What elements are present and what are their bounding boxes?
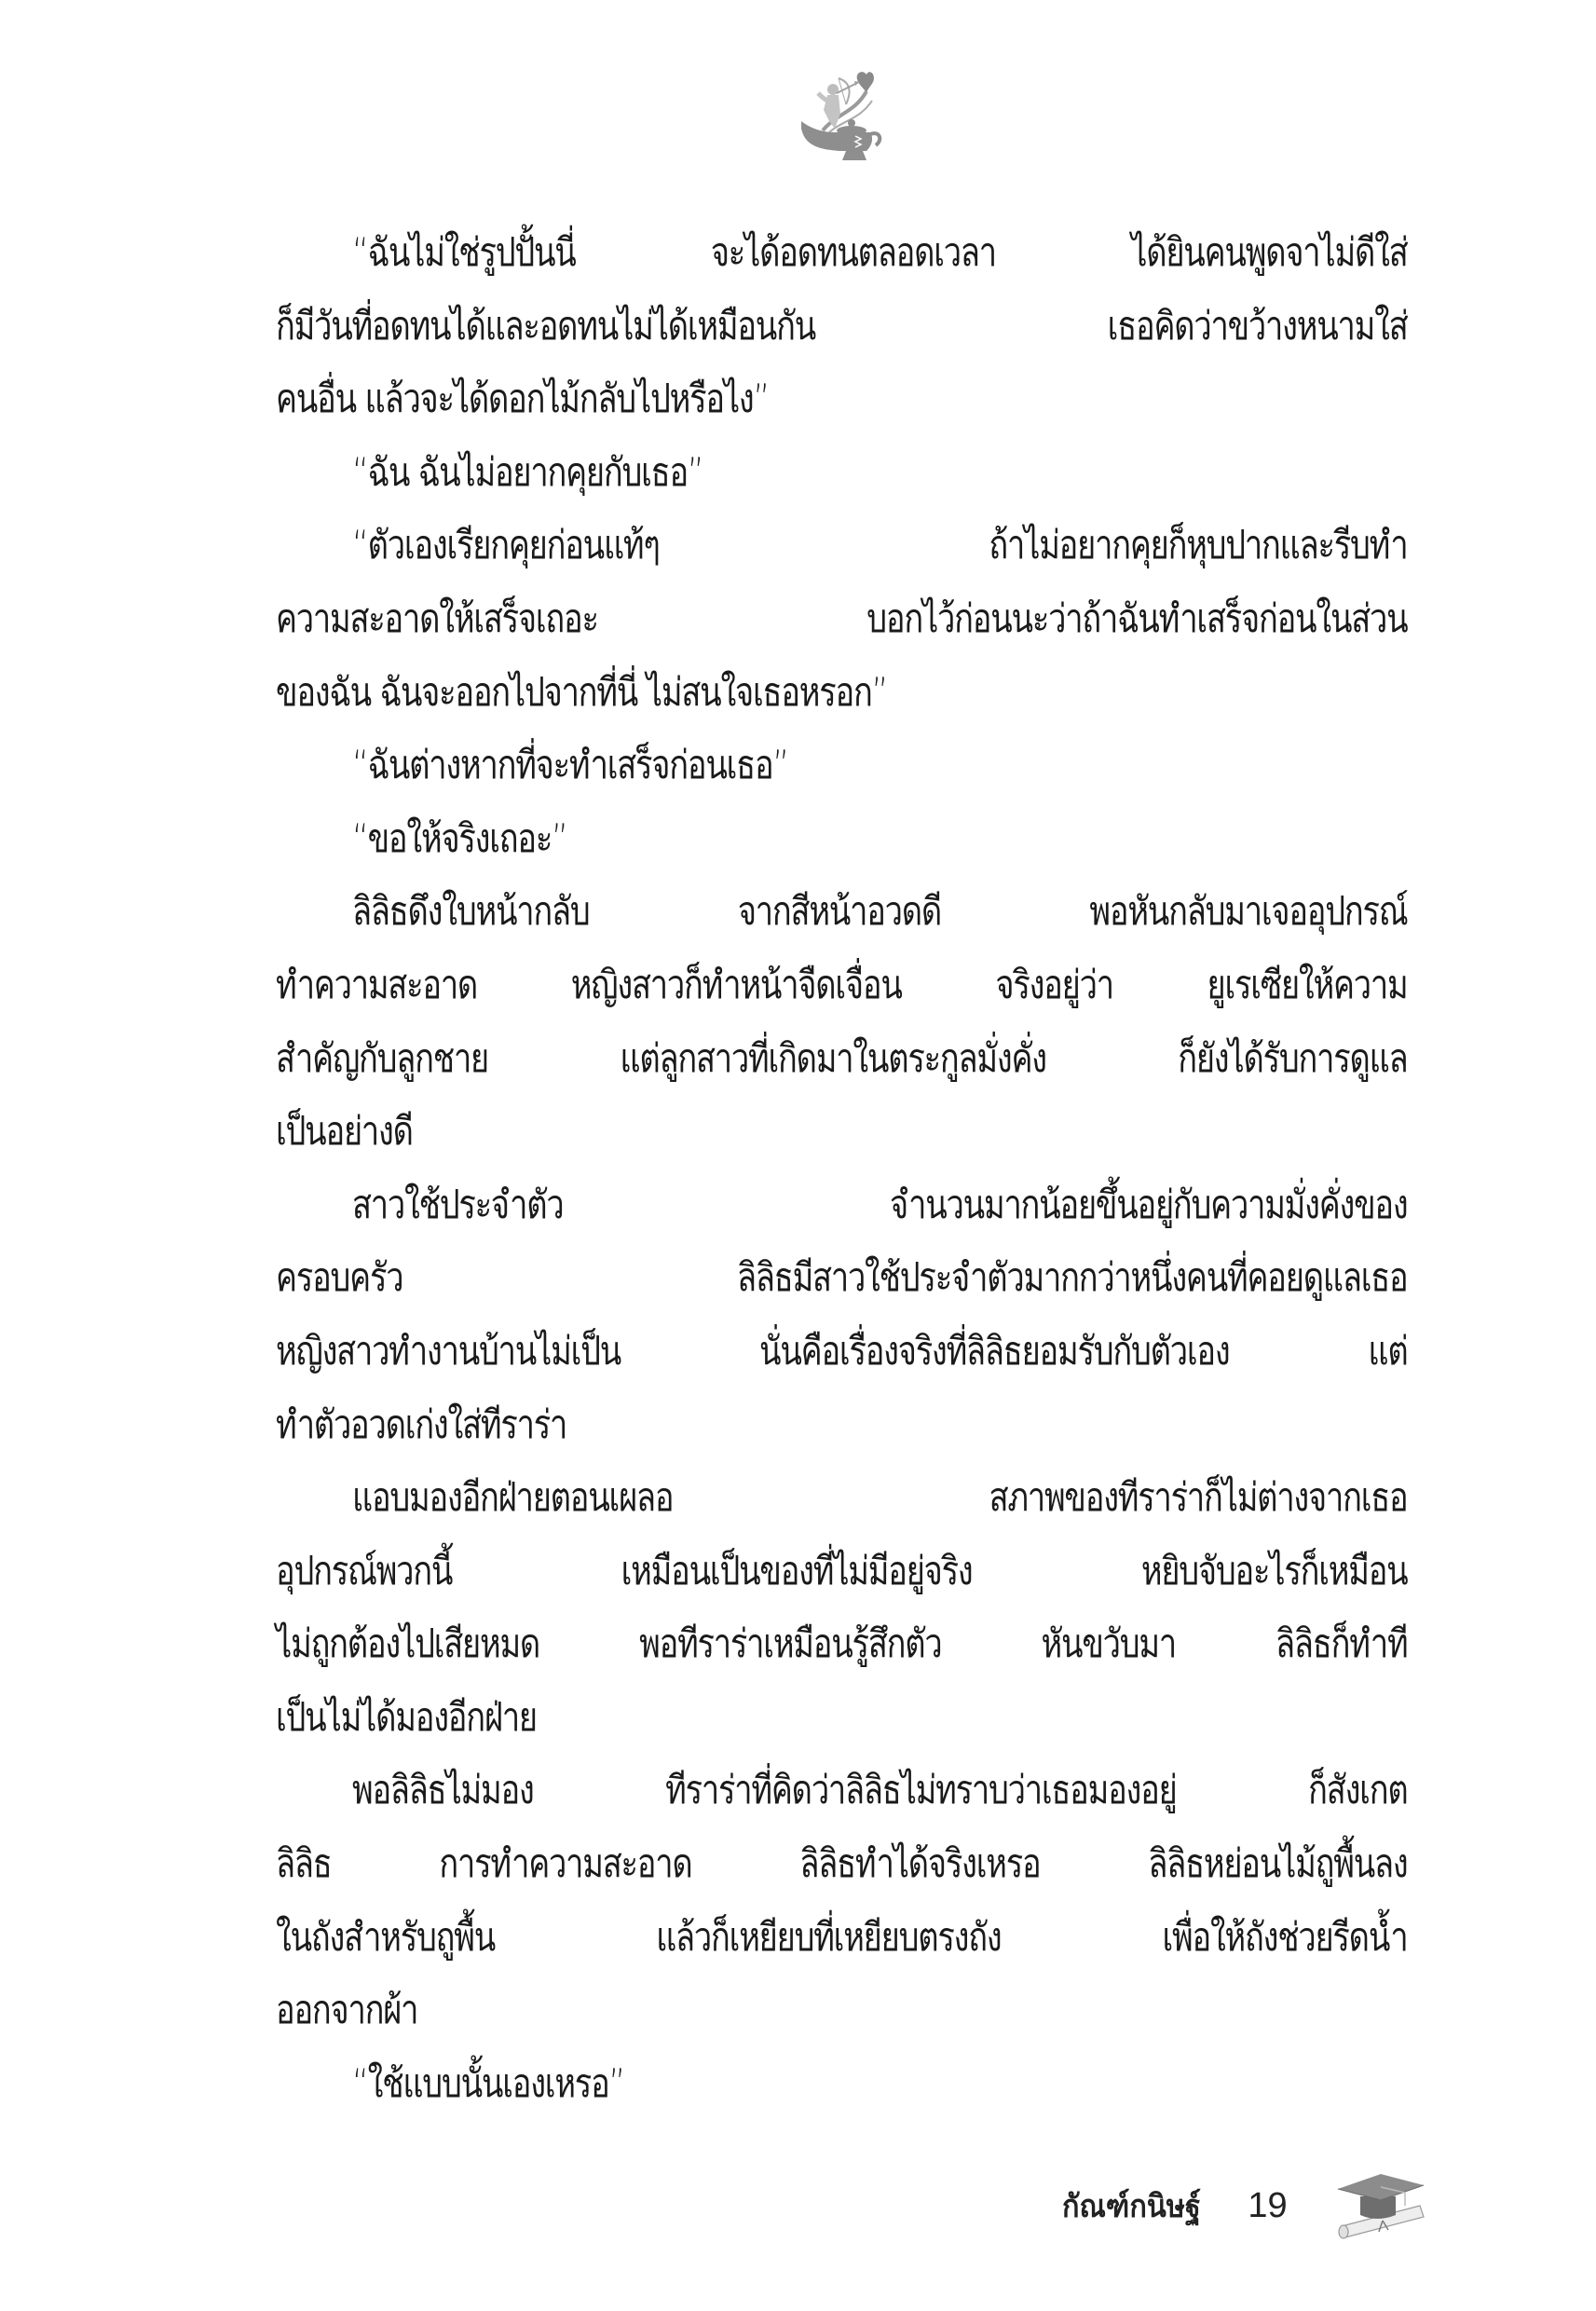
- paragraph-line: แอบมองอีกฝ่ายตอนเผลอ สภาพของทีราร่าก็ไม่ต่างจากเธอ: [352, 1474, 1408, 1521]
- paragraph-line: เป็นอย่างดี: [276, 1108, 413, 1155]
- body-text: [276, 216, 1407, 2120]
- paragraph-line: สาวใช้ประจำตัว จำนวนมากน้อยขึ้นอยู่กับความมั่งคั่งของ: [352, 1181, 1408, 1227]
- paragraph-line: หญิงสาวทำงานบ้านไม่เป็น นั่นคือเรื่องจริงที่ลิลิธยอมรับกับตัวเอง แต่: [276, 1327, 1408, 1374]
- paragraph-line: “ฉันต่างหากที่จะทำเสร็จก่อนเธอ”: [352, 742, 789, 788]
- paragraph-line: ความสะอาดให้เสร็จเถอะ บอกไว้ก่อนนะว่าถ้าฉันทำเสร็จก่อนในส่วน: [276, 595, 1408, 641]
- paragraph-line: ในถังสำหรับถูพื้น แล้วก็เหยียบที่เหยียบตรงถัง เพื่อให้ถังช่วยรีดน้ำ: [276, 1913, 1408, 1960]
- paragraph-line: พอลิลิธไม่มอง ทีราร่าที่คิดว่าลิลิธไม่ทราบว่าเธอมองอยู่ ก็สังเกต: [352, 1767, 1408, 1813]
- paragraph-line: “ใช้แบบนั้นเองเหรอ”: [352, 2059, 625, 2106]
- paragraph-line: ทำตัวอวดเก่งใส่ทีราร่า: [276, 1401, 567, 1447]
- paragraph-line: ไม่ถูกต้องไปเสียหมด พอทีราร่าเหมือนรู้สึกตัว หันขวับมา ลิลิธก็ทำที: [276, 1620, 1408, 1667]
- paragraph-line: ครอบครัว ลิลิธมีสาวใช้ประจำตัวมากกว่าหนึ่งคนที่คอยดูแลเธอ: [276, 1254, 1408, 1301]
- page-number: 19: [1248, 2185, 1288, 2225]
- book-title: กัณฑ์กนิษฐ์: [1062, 2188, 1201, 2225]
- paragraph-line: ลิลิธดึงใบหน้ากลับ จากสีหน้าอวดดี พอหันกลับมาเจออุปกรณ์: [352, 888, 1408, 935]
- paragraph-line: “ฉัน ฉันไม่อยากคุยกับเธอ”: [352, 448, 703, 495]
- paragraph-line: ทำความสะอาด หญิงสาวก็ทำหน้าจืดเจื่อน จริงอยู่ว่า ยูเรเซียให้ความ: [276, 961, 1408, 1007]
- graduation-cap-diploma-icon: [1329, 2168, 1431, 2243]
- page-footer: [1062, 2164, 1472, 2248]
- genie-lamp-cupid-icon: [781, 56, 893, 168]
- paragraph-line: ออกจากผ้า: [276, 1987, 418, 2033]
- paragraph-line: ก็มีวันที่อดทนได้และอดทนไม่ได้เหมือนกัน เธอคิดว่าขว้างหนามใส่: [276, 302, 1408, 349]
- paragraph-line: เป็นไม่ได้มองอีกฝ่าย: [276, 1693, 537, 1740]
- paragraph-line: ของฉัน ฉันจะออกไปจากที่นี่ ไม่สนใจเธอหรอก”: [276, 668, 888, 715]
- paragraph-line: “ขอให้จริงเถอะ”: [352, 814, 567, 861]
- paragraph-line: คนอื่น แล้วจะได้ดอกไม้กลับไปหรือไง”: [276, 376, 770, 422]
- paragraph-line: “ฉันไม่ใช่รูปปั้นนี่ จะได้อดทนตลอดเวลา ได้ยินคนพูดจาไม่ดีใส่: [352, 229, 1408, 275]
- paragraph-line: อุปกรณ์พวกนี้ เหมือนเป็นของที่ไม่มีอยู่จริง หยิบจับอะไรก็เหมือน: [276, 1547, 1408, 1593]
- paragraph-line: สำคัญกับลูกชาย แต่ลูกสาวที่เกิดมาในตระกูลมั่งคั่ง ก็ยังได้รับการดูแล: [276, 1034, 1408, 1081]
- paragraph-line: “ตัวเองเรียกคุยก่อนแท้ๆ ถ้าไม่อยากคุยก็หุบปากและรีบทำ: [352, 522, 1408, 568]
- paragraph-line: ลิลิธ การทำความสะอาด ลิลิธทำได้จริงเหรอ ลิลิธหย่อนไม้ถูพื้นลง: [276, 1840, 1408, 1887]
